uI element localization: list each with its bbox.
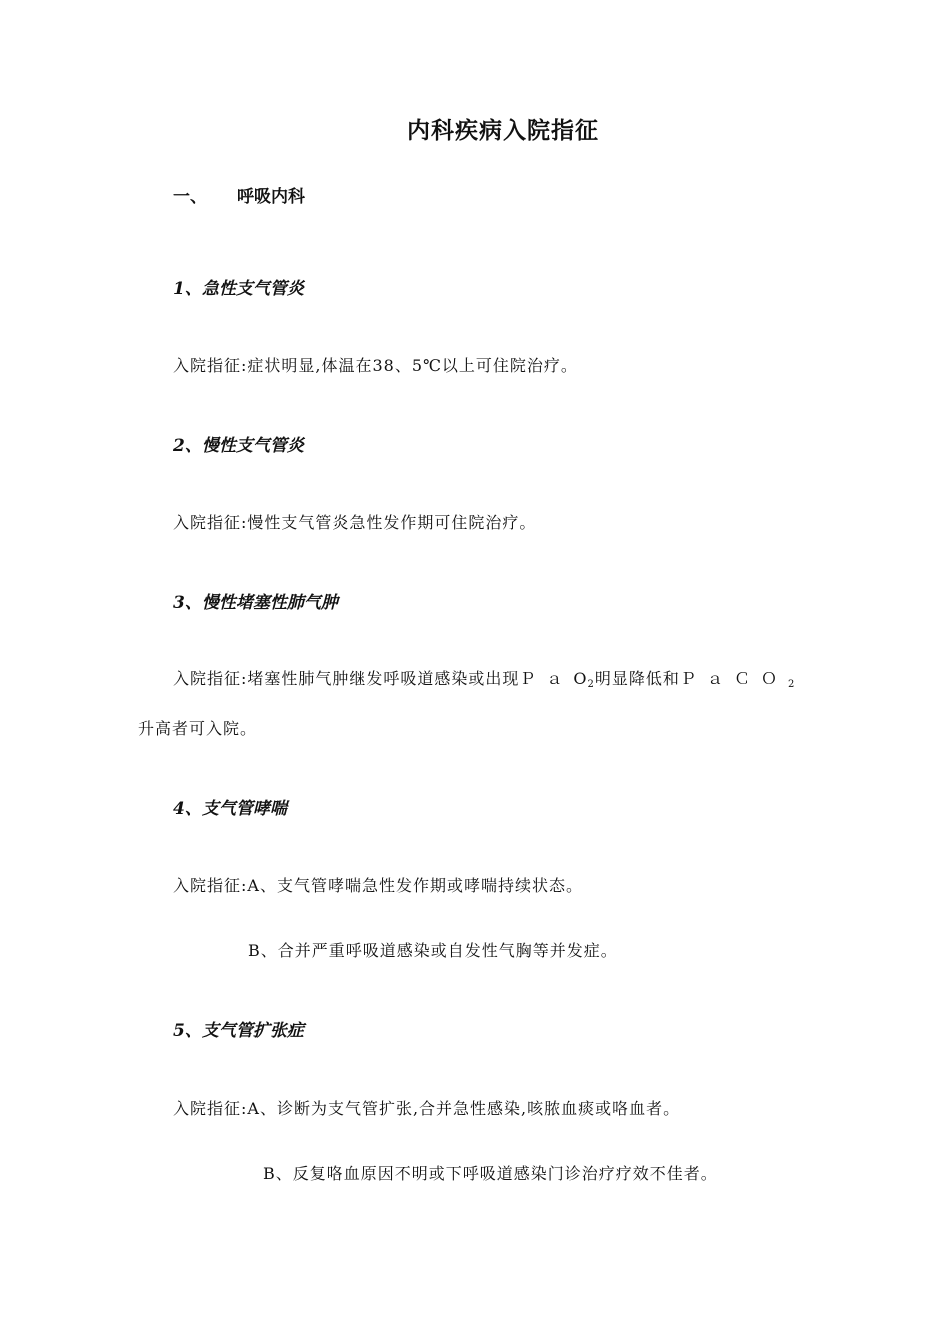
item-criteria: 入院指征:A、诊断为支气管扩张,合并急性感染,咳脓血痰或咯血者。 (173, 1099, 681, 1118)
item-heading: 3、慢性堵塞性肺气肿 (173, 593, 338, 613)
pa-symbol: Ｐａ (519, 669, 574, 688)
item-heading: 5、支气管扩张症 (173, 1021, 304, 1041)
criteria-text: 入院指征:堵塞性肺气肿继发呼吸道感染或出现 (173, 669, 520, 688)
subscript: 2 (587, 679, 595, 690)
page-title: 内科疾病入院指征 (407, 118, 599, 144)
section-number: 一、 (173, 187, 207, 207)
section-label: 呼吸内科 (237, 187, 305, 207)
item-criteria (173, 666, 795, 690)
subscript: 2 (787, 679, 796, 690)
item-heading: 4、支气管哮喘 (173, 799, 287, 819)
item-heading: 2、慢性支气管炎 (173, 436, 304, 456)
section-heading (173, 182, 305, 207)
item-criteria-b: B、合并严重呼吸道感染或自发性气胸等并发症。 (248, 941, 618, 960)
item-criteria-b: B、反复咯血原因不明或下呼吸道感染门诊治疗疗效不佳者。 (263, 1164, 718, 1183)
item-criteria: 入院指征:慢性支气管炎急性发作期可住院治疗。 (173, 513, 537, 532)
item-criteria: 入院指征:A、支气管哮喘急性发作期或哮喘持续状态。 (173, 876, 583, 895)
paco-symbol: ＰａＣＯ (679, 669, 788, 688)
o2-symbol: O (573, 669, 588, 688)
criteria-text: 明显降低和 (594, 669, 680, 688)
item-criteria: 入院指征:症状明显,体温在38、5℃以上可住院治疗。 (173, 356, 578, 375)
item-criteria-cont: 升高者可入院。 (138, 719, 258, 738)
item-heading: 1、急性支气管炎 (173, 279, 304, 299)
